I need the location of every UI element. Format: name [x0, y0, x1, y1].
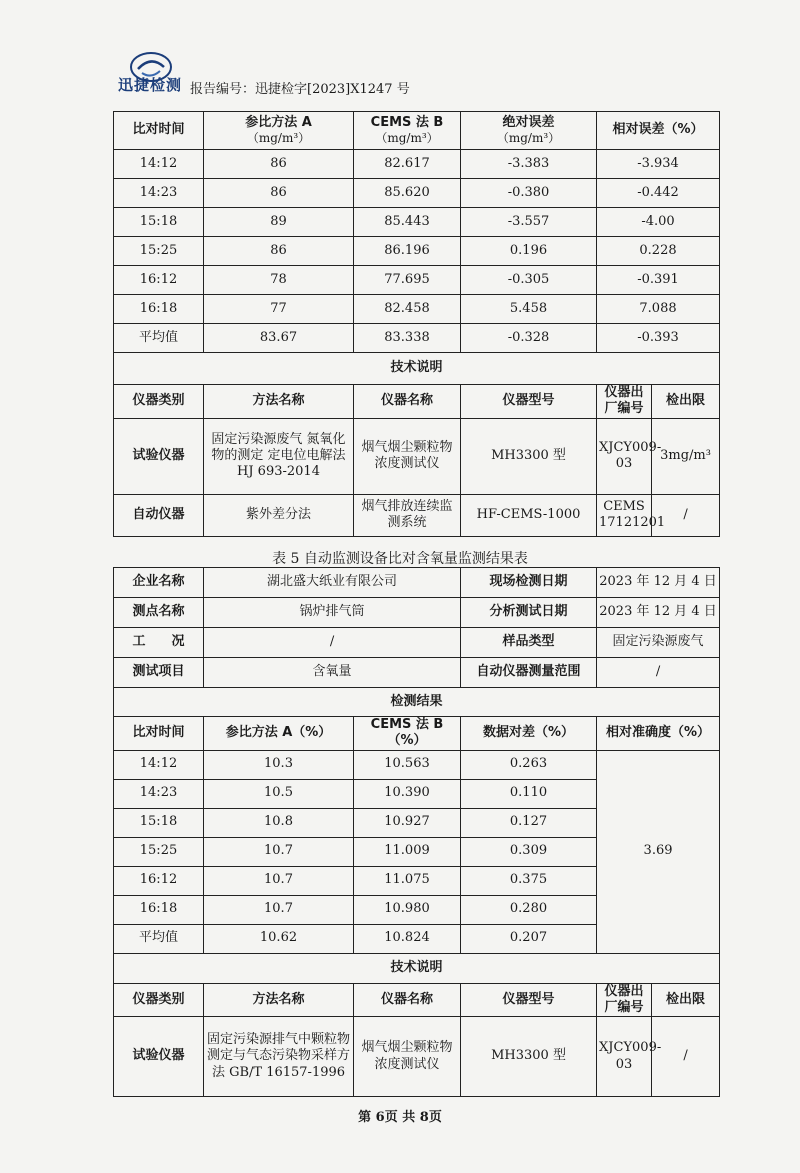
table-header-row	[114, 112, 720, 150]
cell: 14:23	[114, 179, 204, 208]
cell: 0.207	[461, 924, 597, 953]
oxygen-comparison-table	[113, 567, 720, 1097]
cell: 10.3	[204, 750, 354, 779]
column-header: 方法名称	[204, 385, 354, 419]
cell: 85.443	[354, 208, 461, 237]
cell: -0.391	[597, 266, 720, 295]
column-header: 仪器名称	[354, 385, 461, 419]
company-value: 湖北盛大纸业有限公司	[204, 568, 461, 598]
cell: 试验仪器	[114, 1017, 204, 1097]
cell: 10.980	[354, 895, 461, 924]
table-row	[114, 179, 720, 208]
average-row	[114, 324, 720, 353]
item-value: 含氧量	[204, 658, 461, 688]
analysis-date-label: 分析测试日期	[461, 598, 597, 628]
sample-type-value: 固定污染源废气	[597, 628, 720, 658]
sample-type-label: 样品类型	[461, 628, 597, 658]
column-header: 参比方法 A（%）	[204, 717, 354, 751]
cell: -0.393	[597, 324, 720, 353]
cell: MH3300 型	[461, 418, 597, 494]
cell: 83.338	[354, 324, 461, 353]
cell: 固定污染源排气中颗粒物测定与气态污染物采样方法 GB/T 16157-1996	[204, 1017, 354, 1097]
cell: XJCY009-03	[597, 1017, 652, 1097]
tech-row	[114, 1017, 720, 1097]
logo-text: 迅捷检测	[118, 76, 183, 94]
cell: /	[652, 494, 720, 536]
page-footer: 第 6页 共 8页	[358, 1110, 442, 1125]
cell: -3.383	[461, 150, 597, 179]
table-caption: 表 5 自动监测设备比对含氧量监测结果表	[272, 551, 528, 567]
cell: -0.328	[461, 324, 597, 353]
cell: 10.824	[354, 924, 461, 953]
cell: 16:18	[114, 295, 204, 324]
cell: -0.305	[461, 266, 597, 295]
cell: 平均值	[114, 324, 204, 353]
column-header: 仪器出厂编号	[597, 983, 652, 1017]
column-header: 仪器名称	[354, 983, 461, 1017]
column-header: 比对时间	[114, 717, 204, 751]
column-header: 检出限	[652, 983, 720, 1017]
cell: 自动仪器	[114, 494, 204, 536]
point-value: 锅炉排气筒	[204, 598, 461, 628]
cell: 0.375	[461, 866, 597, 895]
cell: 烟气烟尘颗粒物浓度测试仪	[354, 418, 461, 494]
column-header: 相对误差（%）	[597, 112, 720, 150]
relative-accuracy-value: 3.69	[597, 750, 720, 953]
info-row	[114, 598, 720, 628]
point-label: 测点名称	[114, 598, 204, 628]
cell: 15:18	[114, 208, 204, 237]
cell: 10.62	[204, 924, 354, 953]
cell: -3.934	[597, 150, 720, 179]
section-title-row	[114, 688, 720, 717]
cell: 10.8	[204, 808, 354, 837]
cell: 5.458	[461, 295, 597, 324]
cell: 16:12	[114, 266, 204, 295]
cell: 11.009	[354, 837, 461, 866]
tech-row	[114, 494, 720, 536]
cell: 10.390	[354, 779, 461, 808]
column-header: 仪器类别	[114, 385, 204, 419]
table-row	[114, 266, 720, 295]
range-label: 自动仪器测量范围	[461, 658, 597, 688]
table-row	[114, 150, 720, 179]
cell: 0.280	[461, 895, 597, 924]
cell: /	[652, 1017, 720, 1097]
cell: 0.110	[461, 779, 597, 808]
cell: 16:12	[114, 866, 204, 895]
cell: 烟气排放连续监测系统	[354, 494, 461, 536]
tech-row	[114, 418, 720, 494]
column-header: 仪器型号	[461, 385, 597, 419]
cell: 10.7	[204, 837, 354, 866]
cell: 83.67	[204, 324, 354, 353]
cell: 15:18	[114, 808, 204, 837]
column-header: CEMS 法 B （mg/m³）	[354, 112, 461, 150]
cell: 0.196	[461, 237, 597, 266]
report-header	[118, 40, 518, 100]
column-header: 仪器类别	[114, 983, 204, 1017]
cell: XJCY009-03	[597, 418, 652, 494]
condition-value: /	[204, 628, 461, 658]
column-header: 仪器出厂编号	[597, 385, 652, 419]
cell: 烟气烟尘颗粒物浓度测试仪	[354, 1017, 461, 1097]
cell: 0.309	[461, 837, 597, 866]
report-number: 报告编号：迅捷检字[2023]X1247 号	[190, 82, 410, 97]
item-label: 测试项目	[114, 658, 204, 688]
column-header: CEMS 法 B（%）	[354, 717, 461, 751]
table-row	[114, 237, 720, 266]
cell: 0.263	[461, 750, 597, 779]
tech-header-row	[114, 983, 720, 1017]
column-header: 绝对误差 （mg/m³）	[461, 112, 597, 150]
cell: 82.458	[354, 295, 461, 324]
section-title-row	[114, 953, 720, 983]
cell: 85.620	[354, 179, 461, 208]
info-row	[114, 568, 720, 598]
cell: MH3300 型	[461, 1017, 597, 1097]
column-header: 比对时间	[114, 112, 204, 150]
cell: 10.5	[204, 779, 354, 808]
cell: 试验仪器	[114, 418, 204, 494]
column-header: 数据对差（%）	[461, 717, 597, 751]
analysis-date-value: 2023 年 12 月 4 日	[597, 598, 720, 628]
cell: 14:23	[114, 779, 204, 808]
column-header: 参比方法 A （mg/m³）	[204, 112, 354, 150]
tech-header-row	[114, 385, 720, 419]
section-title-row	[114, 353, 720, 385]
cell: 89	[204, 208, 354, 237]
cell: 10.563	[354, 750, 461, 779]
cell: 10.7	[204, 866, 354, 895]
cell: 10.927	[354, 808, 461, 837]
table-row	[114, 750, 720, 779]
cell: -3.557	[461, 208, 597, 237]
cell: 77	[204, 295, 354, 324]
cell: 15:25	[114, 237, 204, 266]
info-row	[114, 628, 720, 658]
cell: 78	[204, 266, 354, 295]
column-header: 方法名称	[204, 983, 354, 1017]
tech-section-title: 技术说明	[114, 953, 720, 983]
cell: -4.00	[597, 208, 720, 237]
table-header-row	[114, 717, 720, 751]
column-header: 仪器型号	[461, 983, 597, 1017]
condition-label: 工 况	[114, 628, 204, 658]
cell: 86.196	[354, 237, 461, 266]
cell: 11.075	[354, 866, 461, 895]
cell: 15:25	[114, 837, 204, 866]
cell: 82.617	[354, 150, 461, 179]
cell: 固定污染源废气 氮氧化物的测定 定电位电解法 HJ 693-2014	[204, 418, 354, 494]
column-header: 检出限	[652, 385, 720, 419]
cell: -0.380	[461, 179, 597, 208]
cell: 平均值	[114, 924, 204, 953]
cell: 86	[204, 179, 354, 208]
site-date-label: 现场检测日期	[461, 568, 597, 598]
cell: 14:12	[114, 750, 204, 779]
cell: HF-CEMS-1000	[461, 494, 597, 536]
cell: 10.7	[204, 895, 354, 924]
cell: 0.228	[597, 237, 720, 266]
info-row	[114, 658, 720, 688]
cell: 紫外差分法	[204, 494, 354, 536]
result-section-title: 检测结果	[114, 688, 720, 717]
company-label: 企业名称	[114, 568, 204, 598]
table-row	[114, 295, 720, 324]
cell: 86	[204, 237, 354, 266]
column-header: 相对准确度（%）	[597, 717, 720, 751]
cell: 77.695	[354, 266, 461, 295]
cell: 14:12	[114, 150, 204, 179]
nox-comparison-table	[113, 111, 720, 537]
cell: 16:18	[114, 895, 204, 924]
cell: 7.088	[597, 295, 720, 324]
tech-section-title: 技术说明	[114, 353, 720, 385]
range-value: /	[597, 658, 720, 688]
cell: 86	[204, 150, 354, 179]
cell: CEMS 17121201	[597, 494, 652, 536]
cell: -0.442	[597, 179, 720, 208]
site-date-value: 2023 年 12 月 4 日	[597, 568, 720, 598]
cell: 0.127	[461, 808, 597, 837]
cell: 3mg/m³	[652, 418, 720, 494]
table-row	[114, 208, 720, 237]
